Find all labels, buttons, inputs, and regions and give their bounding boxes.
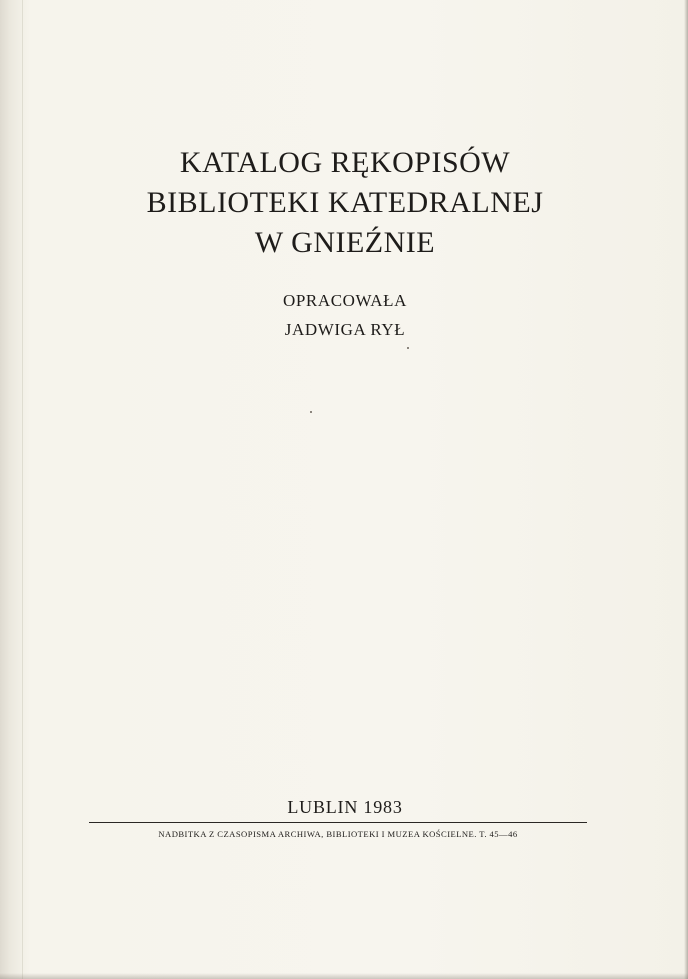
fold-line xyxy=(22,0,23,979)
page-edge-bottom xyxy=(0,973,688,979)
ink-speck xyxy=(407,347,409,349)
title-line-1: KATALOG RĘKOPISÓW xyxy=(179,146,511,179)
title-line-2: BIBLIOTEKI KATEDRALNEJ xyxy=(146,186,544,219)
author-role: OPRACOWAŁA xyxy=(282,291,408,310)
page-edge-right xyxy=(684,0,688,979)
author-credit xyxy=(120,286,570,344)
book-title xyxy=(60,143,630,263)
offprint-note: NADBITKA Z CZASOPISMA ARCHIWA, BIBLIOTEKI I MUZEA KOŚCIELNE. T. 45—46 xyxy=(158,829,518,839)
ink-speck xyxy=(310,411,312,413)
place-and-year: LUBLIN 1983 xyxy=(287,797,403,817)
author-name: JADWIGA RYŁ xyxy=(284,320,406,339)
title-line-3: W GNIEŹNIE xyxy=(254,226,436,259)
page-spine xyxy=(0,0,30,979)
divider-rule xyxy=(89,822,587,823)
